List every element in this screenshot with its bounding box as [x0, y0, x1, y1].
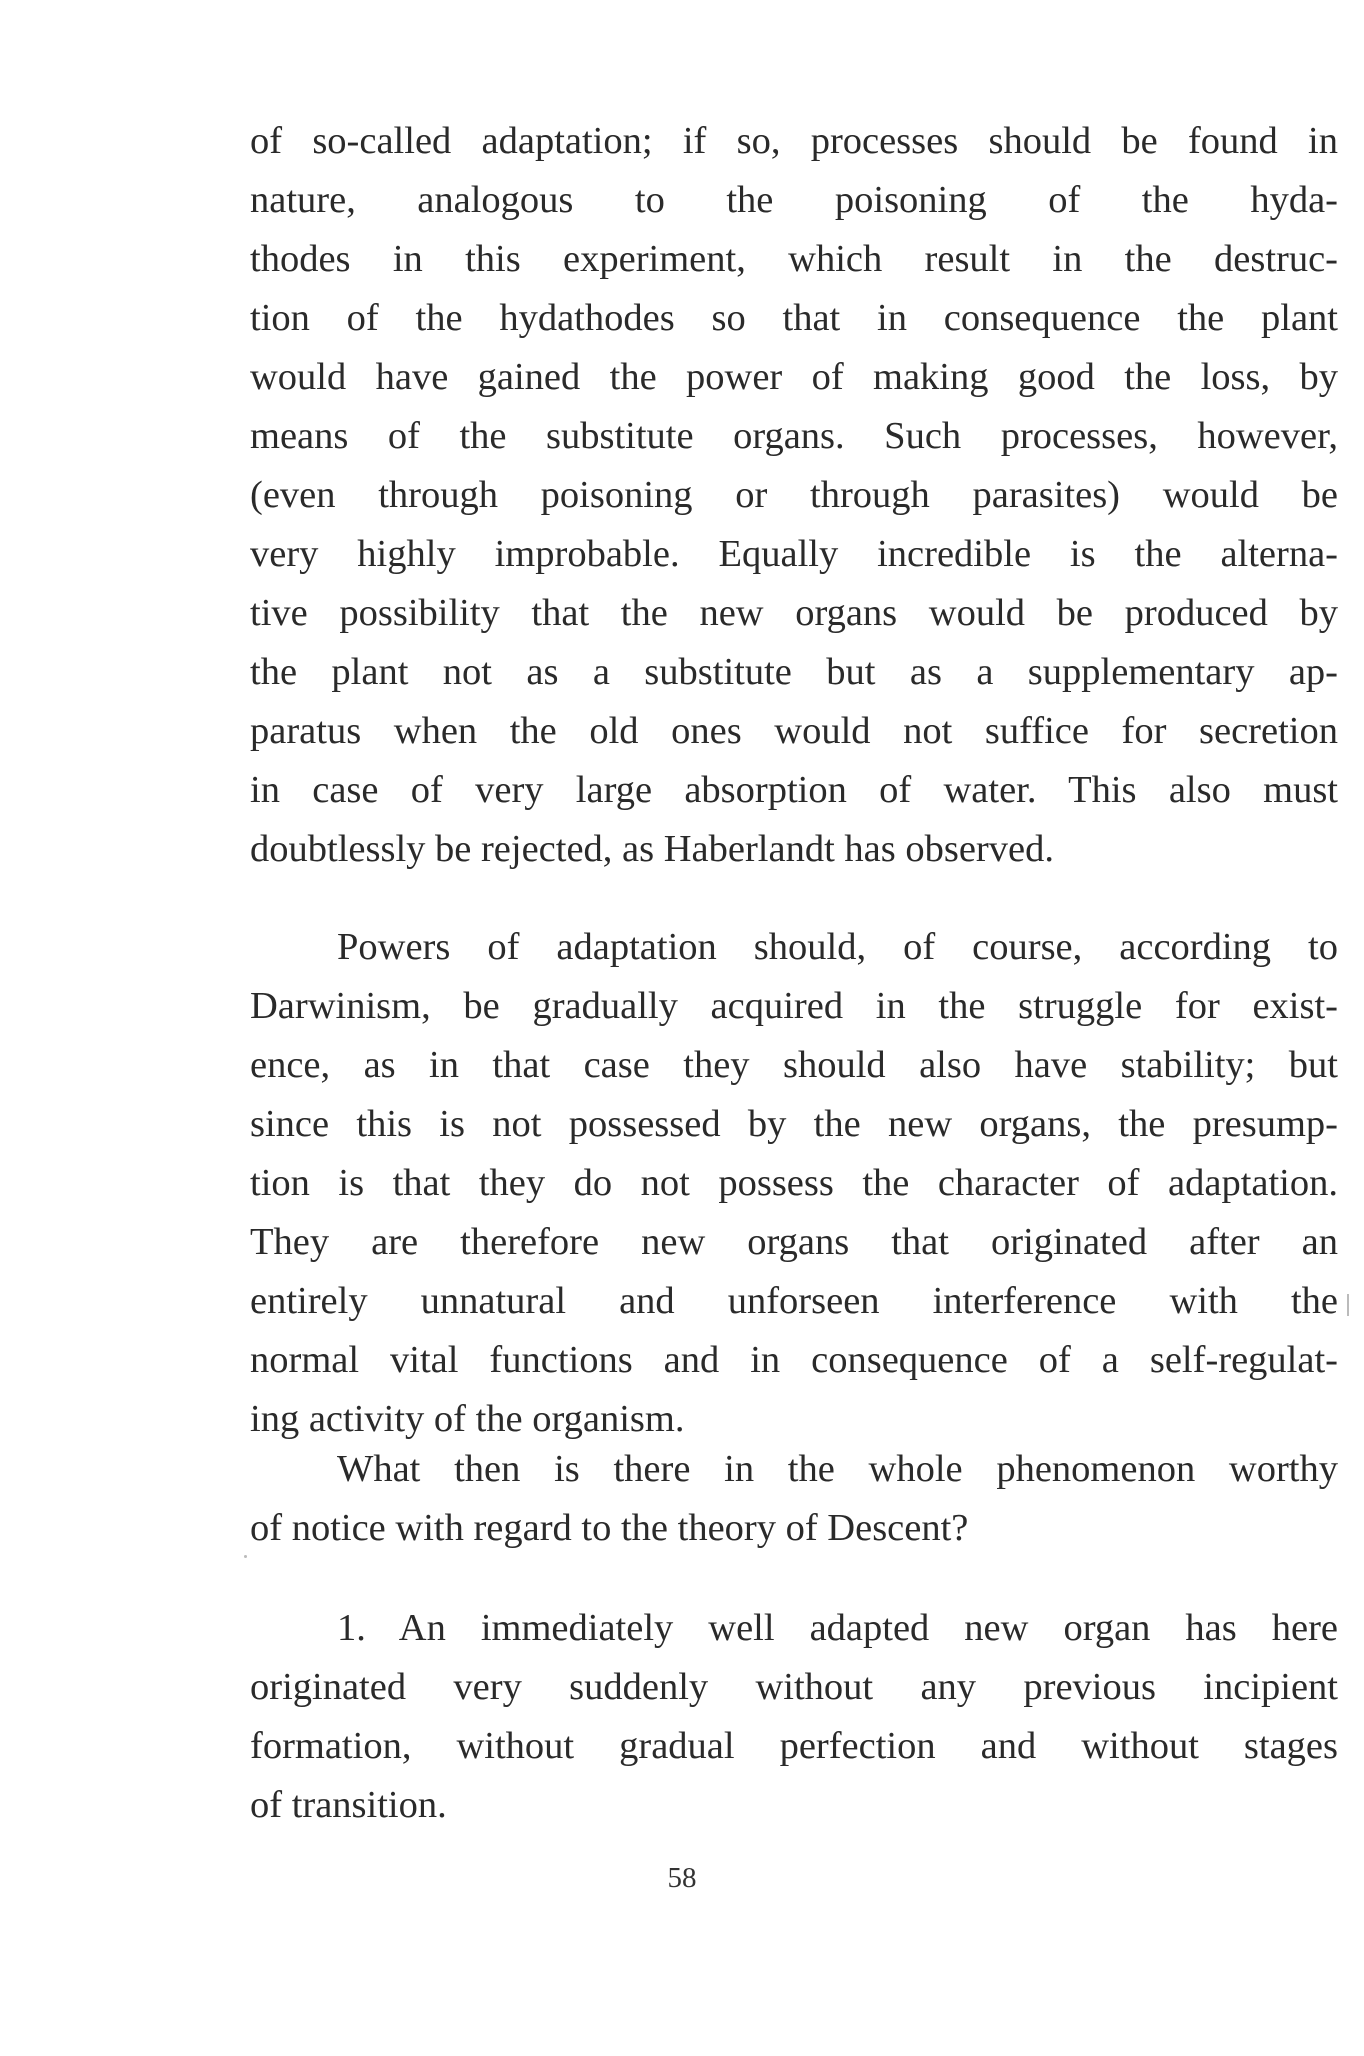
text-line: of notice with regard to the theory of Descent?	[250, 1507, 969, 1549]
text-line: of so-called adaptation; if so, processes should be found in	[250, 120, 1338, 162]
text-line: Darwinism, be gradually acquired in the struggle for exist-	[250, 985, 1338, 1027]
text-line: originated very suddenly without any previous incipient	[250, 1666, 1338, 1708]
text-line: since this is not possessed by the new organs, the presump-	[250, 1103, 1338, 1145]
text-line: formation, without gradual perfection and without stages	[250, 1725, 1338, 1767]
text-line: nature, analogous to the poisoning of the hyda-	[250, 179, 1338, 221]
scan-speck	[244, 1555, 247, 1558]
text-line: tive possibility that the new organs would be produced by	[250, 592, 1338, 634]
text-line: tion is that they do not possess the character of adaptation.	[250, 1162, 1338, 1204]
paragraph-what-then	[250, 1440, 1338, 1558]
text-line: Powers of adaptation should, of course, according to	[337, 926, 1338, 968]
text-line: the plant not as a substitute but as a supplementary ap-	[250, 651, 1338, 693]
text-line: entirely unnatural and unforseen interference with the	[250, 1280, 1338, 1322]
text-line: paratus when the old ones would not suffice for secretion	[250, 710, 1338, 752]
text-line: means of the substitute organs. Such processes, however,	[250, 415, 1338, 457]
text-line: (even through poisoning or through parasites) would be	[250, 474, 1338, 516]
text-line: ing activity of the organism.	[250, 1398, 685, 1440]
text-line: 1. An immediately well adapted new organ has here	[337, 1607, 1338, 1649]
text-line: in case of very large absorption of water. This also must	[250, 769, 1338, 811]
scan-mark	[1347, 1294, 1349, 1316]
text-line: tion of the hydathodes so that in consequence the plant	[250, 297, 1338, 339]
text-line: of transition.	[250, 1784, 447, 1826]
text-line: They are therefore new organs that originated after an	[250, 1221, 1338, 1263]
text-line: doubtlessly be rejected, as Haberlandt has observed.	[250, 828, 1054, 870]
text-line: very highly improbable. Equally incredible is the alterna-	[250, 533, 1338, 575]
text-line: What then is there in the whole phenomenon worthy	[337, 1448, 1338, 1490]
text-line: thodes in this experiment, which result in the destruc-	[250, 238, 1338, 280]
text-line: ence, as in that case they should also have stability; but	[250, 1044, 1338, 1086]
paragraph-adaptation-processes	[250, 112, 1338, 879]
paragraph-numbered-point-1	[250, 1599, 1338, 1835]
page-number: 58	[667, 1862, 697, 1894]
text-line: would have gained the power of making good the loss, by	[250, 356, 1338, 398]
text-line: normal vital functions and in consequence of a self-regulat-	[250, 1339, 1338, 1381]
paragraph-powers-of-adaptation	[250, 918, 1338, 1449]
